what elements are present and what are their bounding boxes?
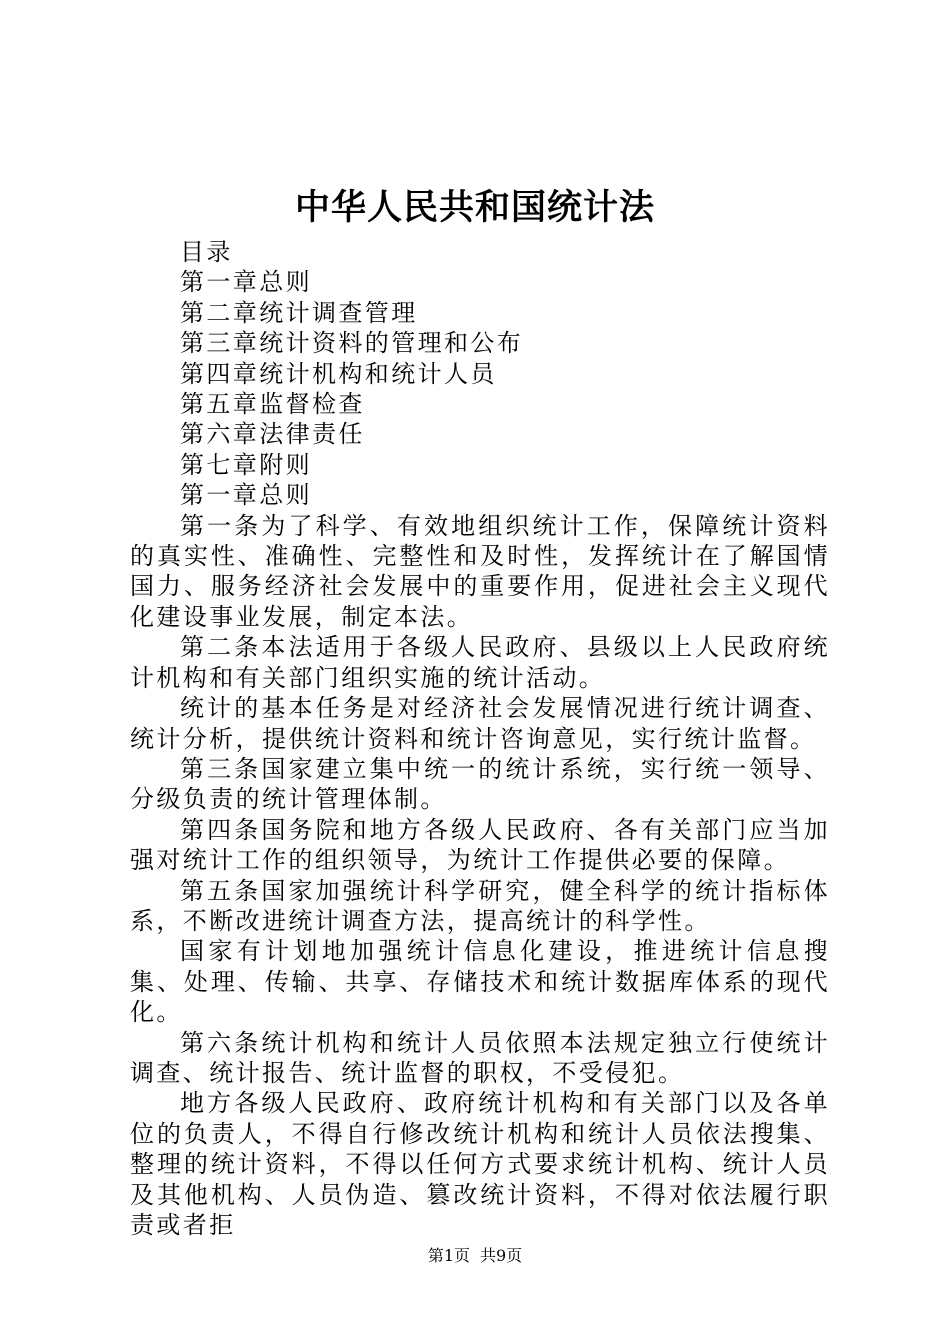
toc-item: 第二章统计调查管理 bbox=[180, 298, 418, 327]
toc-item: 第六章法律责任 bbox=[180, 420, 365, 449]
toc-item: 第三章统计资料的管理和公布 bbox=[180, 329, 524, 358]
toc-item: 第七章附则 bbox=[180, 450, 312, 479]
article-paragraph: 地方各级人民政府、政府统计机构和有关部门以及各单位的负责人，不得自行修改统计机构和统计人员依法搜集、整理的统计资料，不得以任何方式要求统计机构、统计人员及其他机构、人员伪造、篡改统计资料，不得对依法履行职责或者拒 bbox=[130, 1089, 830, 1239]
article-paragraph: 第二条本法适用于各级人民政府、县级以上人民政府统计机构和有关部门组织实施的统计活动。 bbox=[130, 633, 830, 692]
article-paragraph: 第六条统计机构和统计人员依照本法规定独立行使统计调查、统计报告、统计监督的职权，不受侵犯。 bbox=[130, 1028, 830, 1087]
article-paragraph: 统计的基本任务是对经济社会发展情况进行统计调查、统计分析，提供统计资料和统计咨询意见，实行统计监督。 bbox=[130, 694, 830, 753]
page-footer bbox=[0, 1244, 950, 1268]
document-title: 中华人民共和国统计法 bbox=[294, 187, 655, 228]
article-paragraph: 第三条国家建立集中统一的统计系统，实行统一领导、分级负责的统计管理体制。 bbox=[130, 754, 830, 814]
page-total: 共9页 bbox=[480, 1246, 523, 1265]
article-paragraph: 国家有计划地加强统计信息化建设，推进统计信息搜集、处理、传输、共享、存储技术和统计数据库体系的现代化。 bbox=[130, 937, 830, 1027]
toc-heading: 目录 bbox=[180, 238, 233, 266]
toc-item: 第五章监督检查 bbox=[180, 390, 365, 419]
article-paragraph: 第一条为了科学、有效地组织统计工作，保障统计资料的真实性、准确性、完整性和及时性，发挥统计在了解国情国力、服务经济社会发展中的重要作用，促进社会主义现代化建设事业发展，制定本法。 bbox=[130, 511, 830, 631]
document-body bbox=[130, 237, 830, 1240]
page-number: 第1页 bbox=[427, 1246, 470, 1265]
article-paragraph: 第四条国务院和地方各级人民政府、各有关部门应当加强对统计工作的组织领导，为统计工作提供必要的保障。 bbox=[130, 815, 830, 875]
toc-item: 第一章总则 bbox=[180, 268, 312, 297]
toc-item: 第四章统计机构和统计人员 bbox=[180, 359, 497, 388]
chapter-heading: 第一章总则 bbox=[180, 481, 312, 510]
article-paragraph: 第五条国家加强统计科学研究，健全科学的统计指标体系，不断改进统计调查方法，提高统计的科学性。 bbox=[130, 876, 830, 935]
